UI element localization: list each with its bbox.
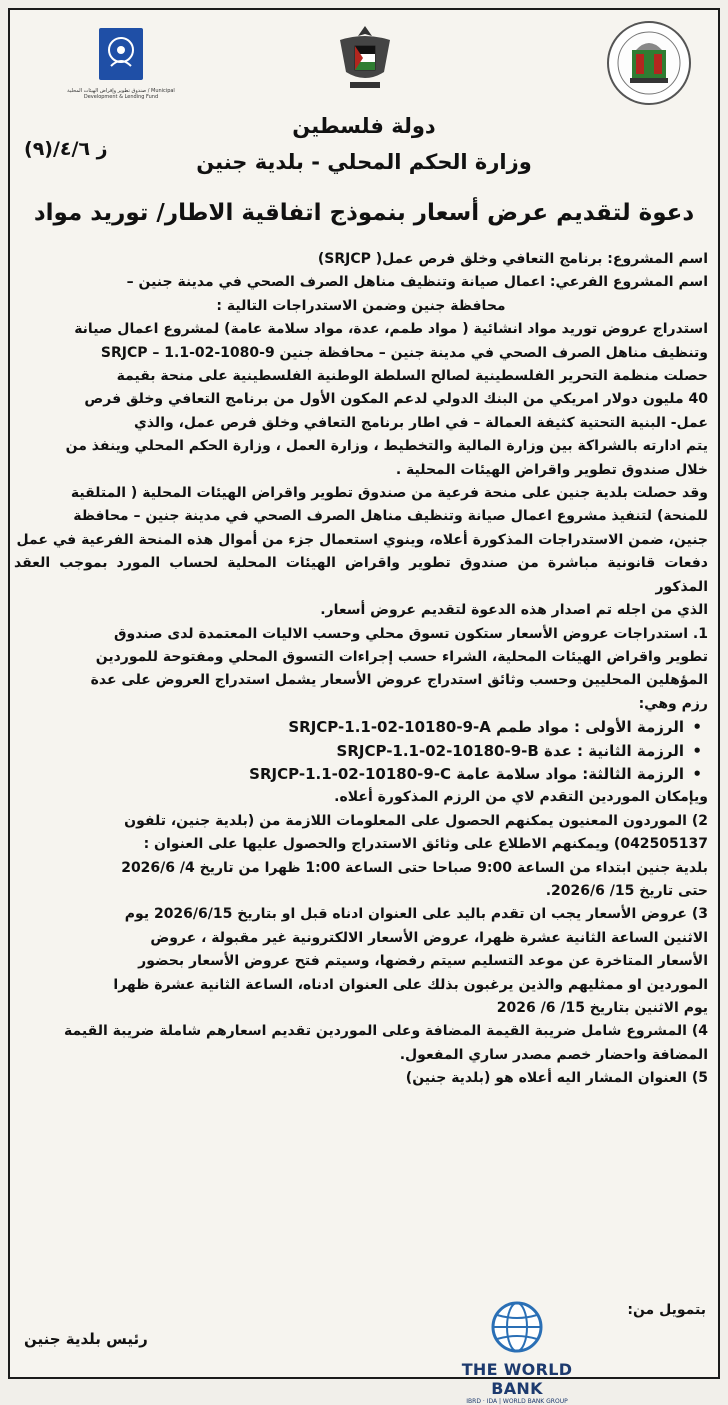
mdlf-logo: [66, 26, 176, 110]
body-line: عمل- البنية التحتية كثيفة العمالة – في اطار برنامج التعافي وخلق فرص عمل، والذي: [134, 414, 708, 431]
announcement-body: [14, 248, 708, 1091]
bundle-item: [14, 740, 708, 763]
clause-1-line: رزم وهي:: [638, 695, 708, 712]
bullet-icon: •: [692, 741, 702, 760]
bundle-item: [14, 763, 708, 786]
clause-2-line: 042505137) ويمكنهم الاطلاع على وثائق الاستدراج والحصول عليها على العنوان :: [143, 836, 708, 853]
body-line: حصلت منظمة التحرير الفلسطينية لصالح السلطة الوطنية الفلسطينية على منحة بقيمة: [116, 368, 708, 385]
clause-1-line: تطوير واقراض الهيئات المحلية، الشراء حسب إجراءات التسوق المحلي ومفتوحة للموردين: [95, 648, 708, 665]
clause-2-line: بلدية جنين ابتداء من الساعة 9:00 صباحا حتى الساعة 1:00 ظهرا من تاريخ 4/ 2026/6: [121, 859, 708, 876]
state-name: دولة فلسطين: [292, 114, 436, 138]
jenin-municipality-logo: [606, 20, 692, 106]
bullet-icon: •: [692, 764, 702, 783]
body-line: دفعات قانونية مباشرة من صندوق تطوير واقراض الهيئات المحلية لحساب المورد بموجب العقد المذكور: [14, 555, 708, 595]
body-line: وقد حصلت بلدية جنين على منحة فرعية من صندوق تطوير واقراض الهيئات المحلية ( المتلقية: [70, 485, 708, 502]
clause-3-line: الموردين او ممثليهم والذين يرغبون بذلك على العنوان ادناه، الساعة الثانية عشرة ظهرا: [113, 976, 708, 993]
body-line: ويإمكان الموردين التقدم لاي من الرزم المذكورة أعلاه.: [334, 789, 708, 806]
palestine-eagle-emblem: [336, 22, 394, 94]
clause-4-line: المضافة واحضار خصم مصدر ساري المفعول.: [399, 1046, 708, 1063]
body-line: خلال صندوق تطوير واقراض الهيئات المحلية .: [395, 461, 708, 478]
body-line: استدراج عروض توريد مواد انشائية ( مواد طمم، عدة، مواد سلامة عامة) لمشروع اعمال صيانة: [74, 321, 708, 338]
world-bank-subtitle: IBRD · IDA | WORLD BANK GROUP: [466, 1398, 568, 1405]
body-line: وتنظيف مناهل الصرف الصحي في مدينة جنين – محافظة جنين SRJCP – 1.1-02-1080-9: [100, 344, 708, 361]
clause-3-line: الاثنين الساعة الثانية عشرة ظهرا، عروض الأسعار الالكترونية غير مقبولة ، عروض: [150, 929, 708, 946]
body-line: للمنحة) لتنفيذ مشروع اعمال صيانة وتنظيف مناهل الصرف الصحي في مدينة جنين – محافظة: [73, 508, 708, 525]
bullet-icon: •: [692, 718, 702, 737]
signature-title: رئيس بلدية جنين: [24, 1330, 148, 1348]
globe-icon: [490, 1300, 544, 1354]
clause-2-line: حتى تاريخ 15/ 2026/6.: [545, 882, 708, 899]
world-bank-name: THE WORLD BANK: [461, 1360, 573, 1398]
announcement-title: دعوة لتقديم عرض أسعار بنموذج اتفاقية الاطار/ توريد مواد: [33, 200, 695, 226]
clause-3-line: يوم الاثنين بتاريخ 15/ 6/ 2026: [496, 1000, 708, 1016]
subproject-name-2: محافظة جنين وضمن الاستدراجات التالية :: [216, 297, 506, 314]
mdlf-logo-caption: صندوق تطوير وإقراض الهيئات المحلية / Municipal Development & Lending Fund: [67, 88, 175, 100]
bundle-item: [14, 716, 708, 739]
clause-4-line: 4) المشروع شامل ضريبة القيمة المضافة وعلى الموردين تقديم اسعارهم شاملة ضريبة القيمة: [64, 1023, 708, 1040]
clause-1-line: المؤهلين المحليين وحسب وثائق استدراج عروض الأسعار يشمل استدراج العروض على عدة: [90, 672, 708, 689]
clause-1-line: 1. استدراجات عروض الأسعار ستكون تسوق محلي وحسب الاليات المعتمدة لدى صندوق: [113, 625, 708, 642]
world-bank-logo: [442, 1300, 592, 1405]
bundle-text: الرزمة الثانية : عدة SRJCP-1.1-02-10180-9-B: [336, 741, 684, 760]
bundle-text: الرزمة الأولى : مواد طمم SRJCP-1.1-02-10180-9-A: [288, 718, 684, 737]
clause-3-line: 3) عروض الأسعار يجب ان تقدم باليد على العنوان ادناه قبل او بتاريخ 2026/6/15 يوم: [124, 906, 708, 923]
body-line: 40 مليون دولار امريكي من البنك الدولي لدعم المكون الأول من برنامج التعافي وخلق فرص: [84, 391, 708, 408]
project-name: اسم المشروع: برنامج التعافي وخلق فرص عمل( SRJCP): [317, 251, 708, 267]
bundle-text: الرزمة الثالثة: مواد سلامة عامة SRJCP-1.1-02-10180-9-C: [249, 764, 684, 783]
reference-number: ز ٤/٦/(٩): [24, 138, 108, 160]
announcement-page: [8, 8, 720, 1405]
body-line: الذي من اجله تم اصدار هذه الدعوة لتقديم عروض أسعار.: [320, 602, 708, 619]
clause-3-line: الأسعار المتاخرة عن موعد التسليم سيتم رفضها، وسيتم فتح عروض الأسعار بحضور: [138, 953, 708, 970]
subproject-name-1: اسم المشروع الفرعي: اعمال صيانة وتنظيف مناهل الصرف الصحي في مدينة جنين –: [126, 274, 708, 291]
funding-label: بتمويل من:: [627, 1302, 706, 1318]
clause-2-line: 2) الموردون المعنيون يمكنهم الحصول على المعلومات اللازمة من (بلدية جنين، تلفون: [124, 812, 708, 829]
ministry-name: وزارة الحكم المحلي - بلدية جنين: [196, 150, 532, 174]
body-line: يتم ادارته بالشراكة بين وزارة المالية والتخطيط ، وزارة العمل ، وزارة الحكم المحلي وينفذ من: [65, 438, 708, 455]
clause-5-line: 5) العنوان المشار اليه أعلاه هو (بلدية جنين): [405, 1070, 708, 1087]
body-line: جنين، ضمن الاستدراجات المذكورة أعلاه، وينوي استعمال جزء من أموال هذه المنحة الفرعية في عمل: [16, 531, 708, 548]
